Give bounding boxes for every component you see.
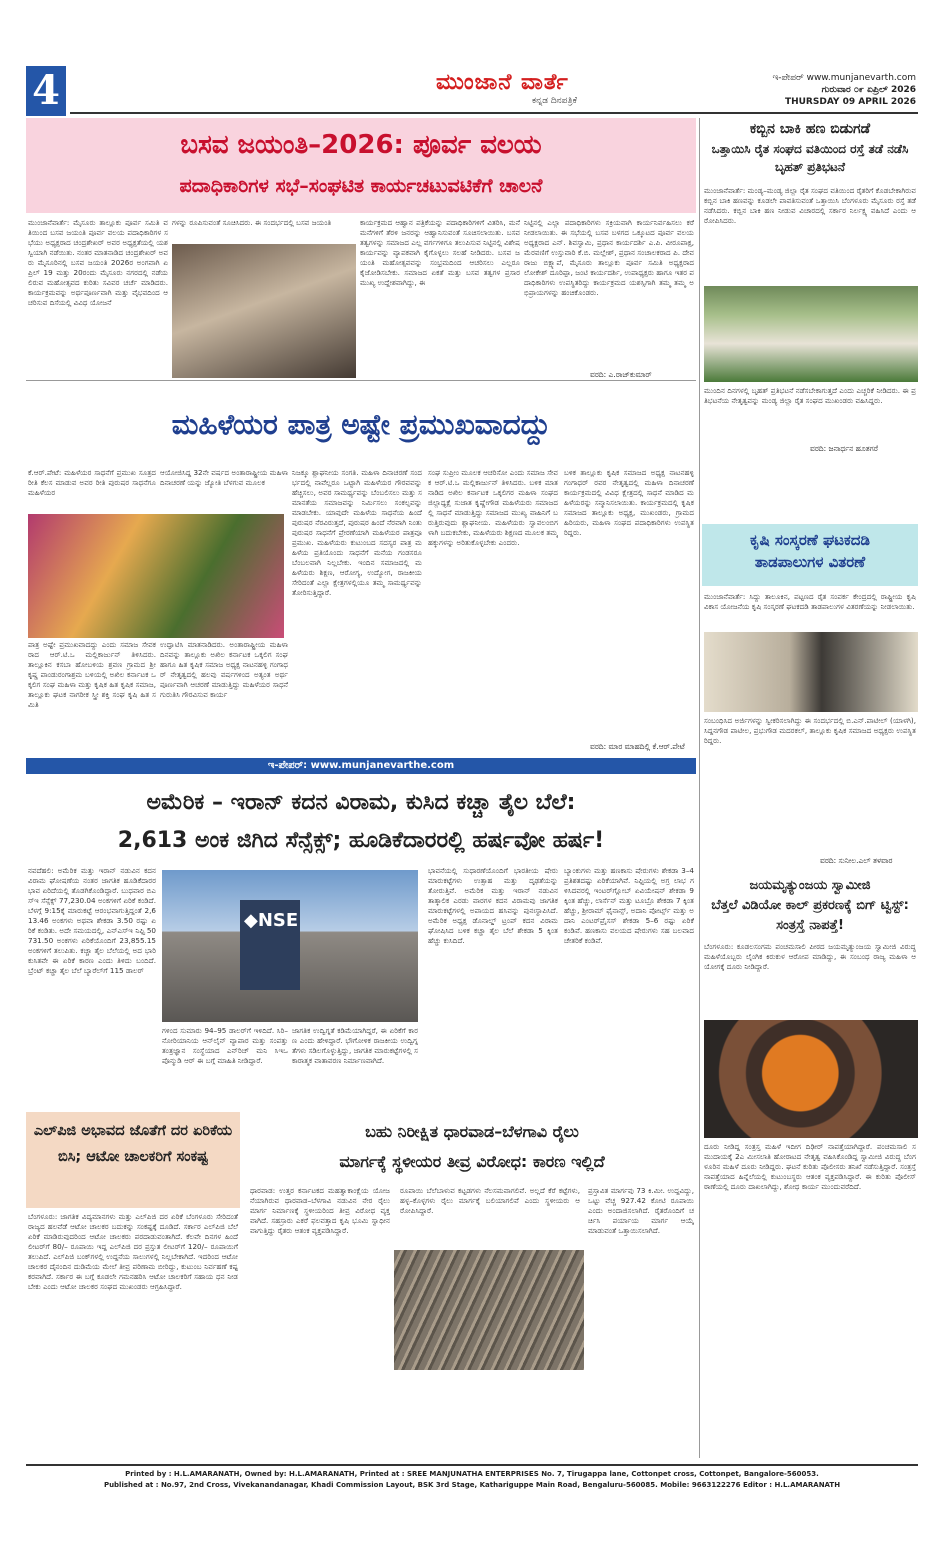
- women-photo: [28, 514, 284, 638]
- masthead-meta: [680, 72, 916, 108]
- column-divider: [699, 118, 700, 1458]
- rail-headline-2: ಮಾರ್ಗಕ್ಕೆ ಸ್ಥಳೀಯರ ತೀವ್ರ ವಿರೋಧ: ಕಾರಣ ಇಲ್ಲಿದೆ: [339, 1152, 605, 1171]
- agri-headline-box: [702, 524, 918, 586]
- lead-col-4: ನಿಟ್ಟಿನಲ್ಲಿ ಎಲ್ಲಾ ಪದಾಧಿಕಾರಿಗಳು ಸಕ್ರಿಯವಾಗಿ ಕಾರ್ಯನಿರ್ವಹಿಸಲು ಕರೆ ನೀಡಲಾಯಿತು. ಈ ಸಭೆಯಲ್ಲಿ ಬಸವ ಬಳಗದ ಒಕ್ಕೂಟದ ಪೂರ್ವ ವಲಯ ಅಧ್ಯಕ್ಷರಾದ ಎನ್. ಶಿವಸ್ವಾಮಿ, ಪ್ರಧಾನ ಕಾರ್ಯದರ್ಶಿ ಎ.ಪಿ. ವೀರೂಪಾಕ್ಷ, ಮೆರವಣಿಗೆ ಉಸ್ತುವಾರಿ ಕೆ.ಬಿ. ಮಲ್ಲೇಶ್, ಪ್ರಧಾನ ಸಂಚಾಲಕರಾದ ಪಿ. ದೇವರಾಜು ಬಿಕ್ಷ್ಯಾಪೆ, ಮೈಸೂರು ತಾಲ್ಲೂಕು ಪೂರ್ವ ಸಮಿತಿ ಅಧ್ಯಕ್ಷರಾದ ಲೋಕೇಶ್ ದೂರಿಪ್ಪಾ, ಜಂಟಿ ಕಾರ್ಯದರ್ಶಿ, ಉಪಾಧ್ಯಕ್ಷರು ಹಾಗೂ ಇತರ ಪದಾಧಿಕಾರಿಗಳು ಉಪಸ್ಥಿತರಿದ್ದು ಕಾರ್ಯಕ್ರಮದ ಯಶಸ್ಸಿಗಾಗಿ ತಮ್ಮ ತಮ್ಮ ಅಭಿಪ್ರಾಯಗಳನ್ನು ಹಂಚಿಕೊಂಡರು.: [524, 218, 694, 297]
- market-headline-1: ಅಮೆರಿಕ – ಇರಾನ್ ಕದನ ವಿರಾಮ, ಕುಸಿದ ಕಚ್ಚಾ ತೈಲ ಬೆಲೆ:: [146, 790, 576, 815]
- date-english: THURSDAY 09 APRIL 2026: [784, 97, 916, 107]
- rail-photo: [394, 1250, 584, 1370]
- lead-headline-2: ಪದಾಧಿಕಾರಿಗಳ ಸಭೆ–ಸಂಘಟಿತ ಕಾರ್ಯಚಟುವಟಿಕೆಗೆ ಚಾಲನೆ: [179, 175, 543, 197]
- protest-byline-visible: ವರದಿ: ಜನಾರ್ಧನ ಹೂತಗರೆ: [810, 444, 878, 453]
- protest-headline-2: ಒತ್ತಾಯಿಸಿ ರೈತ ಸಂಘದ ವತಿಯಿಂದ ರಸ್ತೆ ತಡೆ ನಡೆಸಿ ಬೃಹತ್ ಪ್ರತಿಭಟನೆ: [711, 142, 909, 174]
- women-col-5: ಬಳಿಕ ತಾಲ್ಲೂಕು ಕೃಷಿಕ ಸಮಾಜದ ಅಧ್ಯಕ್ಷ ನಾಟನಹಳ್ಳಿ ಗಂಗಾಧರ್ ರವರ ನೇತೃತ್ವದಲ್ಲಿ ಮಹಿಳಾ ದಿನಾಚರಣೆ ಕಾರ್ಯಕ್ರಮದಲ್ಲಿ ವಿವಿಧ ಕ್ಷೇತ್ರದಲ್ಲಿ ಸಾಧನೆ ಮಾಡಿದ ಮಹಿಳೆಯರನ್ನು ಸನ್ಮಾನಿಸಲಾಯಿತು. ಕಾರ್ಯಕ್ರಮದಲ್ಲಿ ಕೃಷಿಕ ಸಮಾಜದ ತಾಲ್ಲೂಕು ಅಧ್ಯಕ್ಷ, ಮುಖಂಡರು, ಗ್ರಾಮದ ಹಿರಿಯರು, ಮಹಿಳಾ ಸಂಘದ ಪದಾಧಿಕಾರಿಗಳು ಉಪಸ್ಥಿತರಿದ್ದರು.: [564, 468, 694, 537]
- header-rule: [70, 112, 918, 114]
- women-col-2a: ಆಯೋಜಿಸಿದ್ದ 32ನೇ ವರ್ಷದ ಅಂತಾರಾಷ್ಟ್ರೀಯ ಮಹಿಳಾ ದಿನಾಚರಣೆ ಯನ್ನು ಜ್ಯೋತಿ ಬೆಳಗುವ ಮೂಲಕ: [160, 468, 288, 487]
- site-url[interactable]: ಇ-ಪೇಪರ್ www.munjanevarth.com: [772, 73, 916, 83]
- page-number: 4: [26, 66, 66, 116]
- protest-body: ಮುಂಜಾನೆವಾರ್ತೆ: ಮಂಡ್ಯ–ಮಂಡ್ಯ ಜಿಲ್ಲಾ ರೈತ ಸಂಘದ ವತಿಯಿಂದ ರೈತರಿಗೆ ಕೊಡಬೇಕಾಗಿರುವ ಕಬ್ಬಿನ ಬಾಕಿ ಹಣವನ್ನು ಕೂಡಲೇ ಪಾವತಿಸುವಂತೆ ಒತ್ತಾಯಿಸಿ ಬೆಂಗಳೂರು ಮೈಸೂರು ರಸ್ತೆ ತಡೆ ನಡೆಸಿದರು. ಕಬ್ಬಿನ ಬಾಕಿ ಹಣ ನೀಡುವ ವಿಚಾರದಲ್ಲಿ ಸರ್ಕಾರ ನಿರ್ಲಕ್ಷ್ಯ ವಹಿಸಿದೆ ಎಂದು ಆರೋಪಿಸಿದರು.: [704, 186, 916, 225]
- agri-headline-2: ತಾಡಪಾಲುಗಳ ವಿತರಣೆ: [754, 553, 866, 571]
- swami-photo: [704, 1020, 918, 1138]
- market-col-2: ಗಳಿಂದ ಸುಮಾರು 94–95 ಡಾಲರ್‌ಗೆ ಇಳಿದಿದೆ. ಸಿರಿ–ನೋರಿಯಾನಿಯ ಆನ್‌ಲೈನ್ ವ್ಯಾಪಾರ ಮತ್ತು ಸಂಪತ್ತು ತಂತ್ರಜ್ಞಾನ ಸಂಸ್ಥೆಯಾದ ಎನ್‌ರಿಚ್ ಮನಿ ಸಿಇಒ ಪೊನ್ಮುಡಿ ಆರ್ ಈ ಬಗ್ಗೆ ಮಾಹಿತಿ ನೀಡಿದ್ದಾರೆ.: [162, 1026, 288, 1065]
- women-col-1b: ಪಾತ್ರ ಅಷ್ಟೇ ಪ್ರಮುಖವಾದದ್ದು ಎಂದು ಸಮಾಜ ಸೇವಕರಾದ ಆರ್.ಟಿ.ಒ ಮಲ್ಲಿಕಾರ್ಜುನ್ ತಿಳಿಸಿದರು. ತಾಲ್ಲೂಕಿನ ಕಸಬಾ ಹೋಬಳಿಯ ಶ್ರವಣ ಗ್ರಾಮದ ಶ್ರೀ ಕೃಷ್ಣ ಪಾಂಡುರಂಗಾಶ್ರಮ ಬಳಿಯಲ್ಲಿ ಅಖಿಲ ಕರ್ನಾಟಕ ಒಕ್ಕಲಿಗ ಸಂಘ ಮಹಿಳಾ ಮತ್ತು ಕೃಷಿಕ ಹಿತ ಕೃಷಿಕ ಸಮಾಜ, ತಾಲ್ಲೂಕು ಘಟಕ ನಾಗರೀಕ ಸ್ತ್ರೀ ಶಕ್ತಿ ಸಂಘ ಕೃಷಿ ಹಿತ ಸಮಿತಿ: [28, 640, 156, 709]
- agri-headline-1: ಕೃಷಿ ಸಂಸ್ಕರಣೆ ಘಟಕದಡಿ: [750, 531, 870, 549]
- protest-headline-1: ಕಬ್ಬಿನ ಬಾಕಿ ಹಣ ಬಿಡುಗಡೆ: [749, 121, 871, 137]
- women-byline: ವರದಿ: ಮಾರ ಮಾಹದಿಲ್ಲಿ ಕೆ.ಆರ್.ಪೇಟೆ: [590, 742, 685, 751]
- market-col-4: ಭಾವನೆಯಲ್ಲಿ ಸುಧಾರಣೆಯೊಂದಿಗೆ ಭಾರತೀಯ ಷೇರು ಮಾರುಕಟ್ಟೆಗಳು ಉತ್ಸಾಹ ಮತ್ತು ದೃಢತೆಯನ್ನು ತೋರುತ್ತಿವೆ. ಅಮೆರಿಕ ಮತ್ತು ಇರಾನ್ ನಡುವಿನ ತಾತ್ಕಾಲಿಕ ಎರಡು ವಾರಗಳ ಕದನ ವಿರಾಮವು ಜಾಗತಿಕ ಮಾರುಕಟ್ಟೆಗಳಲ್ಲಿ ಅಪಾಯದ ಹಸಿವನ್ನು ಪುನಃಸ್ಥಾಪಿಸಿದೆ. ಅಮೆರಿಕ ಅಧ್ಯಕ್ಷ ಡೊನಾಲ್ಡ್ ಟ್ರಂಪ್ ಕದನ ವಿರಾಮ ಘೋಷಿಸಿದ ಬಳಿಕ ಕಚ್ಚಾ ತೈಲ ಬೆಲೆ ಶೇಕಡಾ 5 ಕ್ಕಿಂತ ಹೆಚ್ಚು ಕುಸಿದಿದೆ.: [428, 866, 558, 945]
- date-kannada: ಗುರುವಾರ ೦೯ ಏಪ್ರಿಲ್ 2026: [821, 85, 916, 95]
- women-col-1a: ಕೆ.ಆರ್.ಪೇಟೆ: ಮಹಿಳೆಯರ ಸಾಧನೆಗೆ ಪ್ರಮುಖ ಸೂತ್ರದ ರೀತಿ ಕೆಲಸ ಮಾಡುವ ಅವರ ರೀತಿ ಪುರುಷರ ಸಾಧನೆಗೂ ಮಹಿಳೆಯರ: [28, 468, 156, 497]
- women-col-4: ಸಂಘ ಸುಪ್ರೀಂ ಮೂಲಕ ಆಚರಿಸೋ ಎಂದು ಸಮಾಜ ಸೇವಕ ಆರ್.ಟಿ.ಒ ಮಲ್ಲಿಕಾರ್ಜುನ್ ತಿಳಿಸಿದರು. ಬಳಿಕ ಮಾತನಾಡಿದ ಅಖಿಲ ಕರ್ನಾಟಕ ಒಕ್ಕಲಿಗರ ಮಹಿಳಾ ಸಂಘದ ಜಿಲ್ಲಾಧ್ಯಕ್ಷೆ ಸುಜಾತ ಕೃಷ್ಣೇಗೌಡ ಮಹಿಳೆಯರು ಸಮಾಜದಲ್ಲಿ ಸಾಧನೆ ಮಾಡುತ್ತಿದ್ದು ಸಮಾಜದ ಮುಖ್ಯ ವಾಹಿನಿಗೆ ಬರುತ್ತಿರುವುದು ಶ್ಲಾಘನೀಯ. ಮಹಿಳೆಯರು ಸ್ವಾವಲಂಬಿಗಳಾಗಿ ಬದುಕಬೇಕು, ಮಹಿಳೆಯರು ಶಿಕ್ಷಣದ ಮೂಲಕ ತಮ್ಮ ಹಕ್ಕುಗಳನ್ನು ಅರಿತುಕೊಳ್ಳಬೇಕು ಎಂದರು.: [428, 468, 558, 547]
- rail-headline-1: ಬಹು ನಿರೀಕ್ಷಿತ ಧಾರವಾಡ–ಬೆಳಗಾವಿ ರೈಲು: [365, 1122, 579, 1141]
- imprint-footer: [26, 1464, 918, 1492]
- market-col-1: ನವದೆಹಲಿ: ಅಮೆರಿಕ ಮತ್ತು ಇರಾನ್ ನಡುವಿನ ಕದನ ವಿರಾಮ ಘೋಷಣೆಯ ನಂತರ ಜಾಗತಿಕ ಹೂಡಿಕೆದಾರರ ಭಾವ ಏರಿದೆಯಲ್ಲಿ ತೊಡಗಿಕೊಂಡಿದ್ದಾರೆ. ಬುಧವಾರ ಬಿಎಸ್ಇ ಸೆನ್ಸೆಕ್ಸ್ 77,230.04 ಅಂಕಗಳಿಗೆ ಏರಿಕೆ ಕಂಡಿದೆ. ಬೆಳಗ್ಗೆ 9:15ಕ್ಕೆ ಮಾರುಕಟ್ಟೆ ಆರಂಭವಾಗುತ್ತಿದ್ದಂತೆ 2,613.46 ಅಂಕಗಳು ಅಥವಾ ಶೇಕಡಾ 3.50 ರಷ್ಟು ಏರಿಕೆ ಕಂಡಿತು. ಅದೇ ಸಮಯದಲ್ಲಿ, ಎನ್‌ಎಸ್ಇ ನಿಫ್ಟಿ 50 731.50 ಅಂಕಗಳು ಏರಿಕೆಯೊಂದಿಗೆ 23,855.15 ಅಂಕಗಳಿಗೆ ತಲುಪಿತು. ಕಚ್ಚಾ ತೈಲ ಬೆಲೆಯಲ್ಲಿ ಅದ ಭಾರಿ ಕುಸಿತವೇ ಈ ಏರಿಕೆ ಕಾರಣ ಎಂದು ತಿಳಿದು ಬಂದಿದೆ. ಬ್ರೆಂಟ್ ಕಚ್ಚಾ ತೈಲ ಬೆಲೆ ಬ್ಯಾರೆಲ್‌ಗೆ 115 ಡಾಲರ್: [28, 866, 156, 975]
- imprint-line-1: Printed by : H.L.AMARANATH, Owned by: H.L.AMARANATH, Printed at : SREE MANJUNATHA ENTERPRISES No. 7, Tirugappa lane, Cottonpet cross, Cottonpet, Bangalore-560053.: [125, 1470, 819, 1478]
- rail-col-3: ಪ್ರಸ್ತಾವಿತ ಮಾರ್ಗವು 73 ಕಿ.ಮೀ. ಉದ್ದವಿದ್ದು, ಒಟ್ಟು ವೆಚ್ಚ 927.42 ಕೋಟಿ ರೂಪಾಯಿ ಎಂದು ಅಂದಾಜಿಸಲಾಗಿದೆ. ರೈತರೊಂದಿಗೆ ಚರ್ಚಿಸಿ ಪರ್ಯಾಯ ಮಾರ್ಗ ಆಯ್ಕೆ ಮಾಡುವಂತೆ ಒತ್ತಾಯಿಸಲಾಗಿದೆ.: [588, 1186, 694, 1235]
- protest-after: ಮುಂದಿನ ದಿನಗಳಲ್ಲಿ ಬೃಹತ್ ಪ್ರತಿಭಟನೆ ನಡೆಸಬೇಕಾಗುತ್ತದೆ ಎಂದು ಎಚ್ಚರಿಕೆ ನೀಡಿದರು. ಈ ಪ್ರತಿಭಟನೆಯ ನೇತೃತ್ವವನ್ನು ಮಂಡ್ಯ ಜಿಲ್ಲಾ ರೈತ ಸಂಘದ ಮುಖಂಡರು ವಹಿಸಿದ್ದರು.: [704, 386, 916, 405]
- lead-photo: [172, 244, 356, 378]
- nse-logo-icon: ◆NSE: [244, 910, 299, 931]
- lead-col-1: ಮುಂಜಾನೆವಾರ್ತೆ: ಮೈಸೂರು ತಾಲ್ಲೂಕು ಪೂರ್ವ ಸಮಿತಿ ವತಿಯಿಂದ ಬಸವ ಜಯಂತಿ ಪೂರ್ವ ವಲಯ ಪದಾಧಿಕಾರಿಗಳ ಸಭೆಯು ಅಧ್ಯಕ್ಷರಾದ ಚಂದ್ರಶೇಖರ್ ಅವರ ಅಧ್ಯಕ್ಷತೆಯಲ್ಲಿ ಯಶಸ್ವಿಯಾಗಿ ನಡೆಯಿತು. ನಂತರ ಮಾತನಾಡಿದ ಚಂದ್ರಶೇಖರ್ ಅವರು ಮೈಸೂರಿನಲ್ಲಿ ಬಸವ ಜಯಂತಿ 2026ರ ಅಂಗವಾಗಿ ಏಪ್ರಿಲ್ 19 ಮತ್ತು 20ರಂದು ಮೈಸೂರು ನಗರದಲ್ಲಿ ನಡೆಯಲಿರುವ ಮಹೋತ್ಸವದ ಕುರಿತು ಸವಿವರ ಚರ್ಚೆ ಮಾಡಿದರು. ಕಾರ್ಯಕ್ರಮವನ್ನು ಅರ್ಥಪೂರ್ಣವಾಗಿ ಮತ್ತು ವೈಭವದಿಂದ ಆಚರಿಸುವ ದಿಸೆಯಲ್ಲಿ ವಿವಿಧ ಯೋಜನೆ: [28, 218, 168, 307]
- agri-body: ಮುಂಜಾನೆವಾರ್ತೆ: ಸಿದ್ದು ತಾಲೂಕಿನ, ಪಟ್ಟಣದ ರೈತ ಸಂಪರ್ಕ ಕೇಂದ್ರದಲ್ಲಿ ರಾಷ್ಟ್ರೀಯ ಕೃಷಿ ವಿಕಾಸ ಯೋಜನೆಯ ಕೃಷಿ ಸಂಸ್ಕರಣೆ ಘಟಕದಡಿ ತಾಡಪಾಲುಗಳ ವಿತರಣೆಯನ್ನು ನೀಡಲಾಯಿತು.: [704, 592, 916, 611]
- market-col-3: ಜಾಗತಿಕ ಉದ್ವಿಗ್ನತೆ ಕಡಿಮೆಯಾಗಿದ್ದರೆ, ಈ ಏರಿಕೆಗೆ ಕಾರಣ ಎಂದು ಹೇಳಿದ್ದಾರೆ. ಭೌಗೋಳಿಕ ರಾಜಕೀಯ ಉದ್ವಿಗ್ನತೆಗಳು ಸಡಿಲಗೊಳ್ಳುತ್ತಿದ್ದು, ಜಾಗತಿಕ ಮಾರುಕಟ್ಟೆಗಳಲ್ಲಿ ಸಕಾರಾತ್ಮಕ ವಾತಾವರಣ ನಿರ್ಮಾಣವಾಗಿದೆ.: [292, 1026, 418, 1065]
- rail-col-1: ಧಾರವಾಡ: ಉತ್ತರ ಕರ್ನಾಟಕದ ಮಹತ್ವಾಕಾಂಕ್ಷೆಯ ಯೋಜನೆಯಾಗಿರುವ ಧಾರವಾಡ–ಬೆಳಗಾವಿ ನಡುವಿನ ನೇರ ರೈಲು ಮಾರ್ಗ ನಿರ್ಮಾಣಕ್ಕೆ ಸ್ಥಳೀಯರಿಂದ ತೀವ್ರ ವಿರೋಧ ವ್ಯಕ್ತವಾಗಿದೆ. ಸಹಸ್ರಾರು ಎಕರೆ ಫಲವತ್ತಾದ ಕೃಷಿ ಭೂಮಿ ಸ್ವಾಧೀನವಾಗುತ್ತಿದ್ದು ರೈತರು ಆತಂಕ ವ್ಯಕ್ತಪಡಿಸಿದ್ದಾರೆ.: [250, 1186, 390, 1235]
- nse-photo: [162, 870, 418, 1022]
- lpg-headline: ಎಲ್‌ಪಿಜಿ ಅಭಾವದ ಜೊತೆಗೆ ದರ ಏರಿಕೆಯ ಬಿಸಿ; ಆಟೋ ಚಾಲಕರಿಗೆ ಸಂಕಷ್ಟ: [33, 1123, 233, 1165]
- epaper-band[interactable]: ಇ-ಪೇಪರ್: www.munjanevarthe.com: [26, 758, 696, 774]
- lead-col-3: ಕಾರ್ಯಕ್ರಮದ ಆಹ್ವಾನ ಪತ್ರಿಕೆಯನ್ನು ಪದಾಧಿಕಾರಿಗಳಿಗೆ ವಿತರಿಸಿ, ಮನೆ ಮನೆಗಳಿಗೆ ತೆರಳಿ ಜನರನ್ನು ಆಹ್ವಾನಿಸುವಂತೆ ಸೂಚಿಸಲಾಯಿತು. ಬಸವ ತತ್ವಗಳನ್ನು ಸಮಾಜದ ಎಲ್ಲ ವರ್ಗಗಳಿಗೂ ತಲುಪಿಸುವ ನಿಟ್ಟಿನಲ್ಲಿ ವಿಶೇಷ ಕಾರ್ಯವನ್ನು ವ್ಯಾಪಕವಾಗಿ ಕೈಗೊಳ್ಳಲು ಸಲಹೆ ನೀಡಿದರು. ಬಸವ ಜಯಂತಿ ಮಹೋತ್ಸವವನ್ನು ಸಂಭ್ರಮದಿಂದ ಆಚರಿಸಲು ಎಲ್ಲರೂ ಕೈಜೋಡಿಸಬೇಕು. ಸಮಾಜದ ಏಕತೆ ಮತ್ತು ಬಸವ ತತ್ವಗಳ ಪ್ರಸಾರ ಮುಖ್ಯ ಉದ್ದೇಶವಾಗಿದ್ದು, ಈ: [360, 218, 520, 287]
- agri-photo: [704, 632, 918, 712]
- swami-headline: [702, 876, 918, 936]
- divider: [26, 380, 696, 381]
- women-col-2b: ಉದ್ಘಾಟಿಸಿ ಮಾತನಾಡಿದರು. ಅಂತಾರಾಷ್ಟ್ರೀಯ ಮಹಿಳಾ ದಿನವನ್ನು ತಾಲ್ಲೂಕು ಅಖಿಲ ಕರ್ನಾಟಕ ಒಕ್ಕಲಿಗ ಸಂಘ ಹಾಗೂ ಹಿತ ಕೃಷಿಕ ಸಮಾಜ ಅಧ್ಯಕ್ಷ ನಾಟನಹಳ್ಳಿ ಗಂಗಾಧರ್ ನೇತೃತ್ವದಲ್ಲಿ ಹಲವು ವರ್ಷಗಳಿಂದ ಅತ್ಯಂತ ಅರ್ಥಪೂರ್ಣವಾಗಿ ಆಚರಣೆ ಮಾಡುತ್ತಿದ್ದು ಮಹಿಳೆಯರ ಸಾಧನೆ ಗುರುತಿಸಿ ಗೌರವಿಸುವ ಕಾರ್ಯ: [160, 640, 288, 699]
- rail-col-2: ರೂಪಾಯಿ ಬೆಲೆಬಾಳುವ ಕಟ್ಟಡಗಳು ನೆಲಸಮವಾಗಲಿವೆ. ಅಲ್ಲದೆ ಕೆರೆ ಕಟ್ಟೆಗಳು, ಹಳ್ಳ–ಕೊಳ್ಳಗಳು ರೈಲು ಮಾರ್ಗಕ್ಕೆ ಬಲಿಯಾಗಲಿವೆ ಎಂದು ಸ್ಥಳೀಯರು ಆರೋಪಿಸಿದ್ದಾರೆ.: [400, 1186, 580, 1215]
- swami-headline-1: ಜಯಮೃತ್ಯುಂಜಯ ಸ್ವಾಮೀಜಿ: [749, 878, 871, 893]
- lead-byline: ವರದಿ: ಎ.ರಾಜ್‌ಕುಮಾರ್: [590, 370, 652, 379]
- swami-body: ಬೆಂಗಳೂರು: ಕೂಡಲಸಂಗಮ ಪಂಚಮಸಾಲಿ ಪೀಠದ ಜಯಮೃತ್ಯುಂಜಯ ಸ್ವಾಮೀಜಿ ವಿರುದ್ಧ ಮಹಿಳೆಯೊಬ್ಬರು ಲೈಂಗಿಕ ಕಿರುಕುಳ ಆರೋಪ ಮಾಡಿದ್ದು, ಈ ಸಂಬಂಧ ರಾಜ್ಯ ಮಹಿಳಾ ಆಯೋಗಕ್ಕೆ ದೂರು ನೀಡಿದ್ದಾರೆ.: [704, 942, 916, 971]
- swami-headline-2: ಬೆತ್ತಲೆ ವಿಡಿಯೋ ಕಾಲ್ ಪ್ರಕರಣಕ್ಕೆ ಬಿಗ್ ಟ್ವಿಸ್ಟ್: ಸಂತ್ರಸ್ತೆ ನಾಪತ್ತೆ!: [711, 898, 909, 933]
- protest-photo: [704, 286, 918, 382]
- masthead-subtitle: ಕನ್ನಡ ದಿನಪತ್ರಿಕೆ: [532, 96, 578, 106]
- women-col-3: ನಿಜಕ್ಕೂ ಶ್ಲಾಘನೀಯ ಸಂಗತಿ. ಮಹಿಳಾ ದಿನಾಚರಣೆ ಸಂದರ್ಭದಲ್ಲಿ ನಾವೆಲ್ಲರೂ ಒಟ್ಟಾಗಿ ಮಹಿಳೆಯರ ಗೌರವವನ್ನು ಹೆಚ್ಚಿಸಲು, ಅವರ ಸಾಮರ್ಥ್ಯವನ್ನು ಬೆಂಬಲಿಸಲು ಮತ್ತು ಸಮಾನತೆಯ ಸಮಾಜವನ್ನು ನಿರ್ಮಿಸಲು ಸಂಕಲ್ಪವನ್ನು ಮಾಡಬೇಕು. ಯಾವುದೇ ಮಹಿಳೆಯ ಸಾಧನೆಯ ಹಿಂದೆ ಪುರುಷರ ನೆರವಿರುತ್ತದೆ, ಪುರುಷರ ಹಿಂದೆ ನೆರವಾಗಿ ನಿಂತು ಪುರುಷರ ಸಾಧನೆಗೆ ಪ್ರೇರಣೆಯಾಗಿ ಮಹಿಳೆಯರ ಪಾತ್ರವೂ ಪ್ರಮುಖ. ಮಹಿಳೆಯರು ಕುಟುಂಬದ ಸದಸ್ಯರ ಪಾತ್ರ ಮಹಿಳೆಯ ಪ್ರತಿಯೊಂದು ಸಾಧನೆಗೆ ಮನೆಯ ಗಂಡಸರೂ ಬೆಂಬಲವಾಗಿ ನಿಲ್ಲಬೇಕು. ಇಂದಿನ ಸಮಾಜದಲ್ಲಿ ಮಹಿಳೆಯರು ಶಿಕ್ಷಣ, ಆರೋಗ್ಯ, ಉದ್ಯೋಗ, ರಾಜಕೀಯ ಸೇರಿದಂತೆ ಎಲ್ಲಾ ಕ್ಷೇತ್ರಗಳಲ್ಲಿಯೂ ತಮ್ಮ ಸಾಮರ್ಥ್ಯವನ್ನು ತೋರಿಸುತ್ತಿದ್ದಾರೆ.: [292, 468, 422, 597]
- market-headline-2: 2,613 ಅಂಕ ಜಿಗಿದ ಸೆನ್ಸೆಕ್ಸ್; ಹೂಡಿಕೆದಾರರಲ್ಲಿ ಹರ್ಷವೋ ಹರ್ಷ!: [117, 828, 605, 853]
- imprint-line-2: Published at : No.97, 2nd Cross, Vivekanandanagar, Khadi Commission Layout, BSK 3rd Stage, Kathariguppe Main Road, Bengaluru-560085. Mobile: 9663122276 Editor : H.L.AMARANATH: [103, 1481, 841, 1489]
- agri-byline: ವರದಿ: ಸುನೀಲ.ಎಲ್ ತಳವಾರ: [820, 856, 893, 865]
- masthead-title: ಮುಂಜಾನೆ ವಾರ್ತೆ: [436, 70, 569, 95]
- swami-after: ದೂರು ನೀಡಿದ್ದ ಸಂತ್ರಸ್ತ ಮಹಿಳೆ ಇದೀಗ ದಿಢೀರ್ ನಾಪತ್ತೆಯಾಗಿದ್ದಾರೆ. ಪಂಚಮಸಾಲಿ ಸಮುದಾಯಕ್ಕೆ 2ಎ ಮೀಸಲಾತಿ ಹೋರಾಟದ ನೇತೃತ್ವ ವಹಿಸಿಕೊಂಡಿದ್ದ ಸ್ವಾಮೀಜಿ ವಿರುದ್ಧ ಬೆಂಗಳೂರಿನ ಮಹಿಳೆ ದೂರು ನೀಡಿದ್ದರು. ಘಟನೆ ಕುರಿತು ಪೊಲೀಸರು ತನಿಖೆ ನಡೆಸುತ್ತಿದ್ದಾರೆ. ಸಂತ್ರಸ್ತೆ ನಾಪತ್ತೆಯಾದ ಹಿನ್ನೆಲೆಯಲ್ಲಿ ಕುಟುಂಬಸ್ಥರು ಆತಂಕ ವ್ಯಕ್ತಪಡಿಸಿದ್ದಾರೆ. ಈ ಕುರಿತು ಪೊಲೀಸ್ ಠಾಣೆಯಲ್ಲಿ ದೂರು ದಾಖಲಾಗಿದ್ದು, ಶೋಧ ಕಾರ್ಯ ಮುಂದುವರೆದಿದೆ.: [704, 1142, 916, 1191]
- agri-after: ಸಂಬಂಧಿಸಿದ ಅರ್ಜಿಗಳನ್ನು ಸ್ವೀಕರಿಸಲಾಗಿದ್ದು ಈ ಸಂದರ್ಭದಲ್ಲಿ ಬಿ.ಎನ್.ಪಾಟೀಲ್ (ಯಾಳಗಿ), ಸಿದ್ದನಗೌಡ ಪಾಟೀಲ, ಪ್ರಭುಗೌಡ ಮದರಕಲ್, ತಾಲ್ಲೂಕು ಕೃಷಿಕ ಸಮಾಜದ ಅಧ್ಯಕ್ಷರು ಉಪಸ್ಥಿತರಿದ್ದರು.: [704, 716, 916, 745]
- lpg-headline-box: [26, 1112, 240, 1208]
- protest-headline: [702, 118, 918, 176]
- lead-headline-box: [26, 118, 696, 213]
- market-col-5: ಬ್ಯಾಂಕುಗಳು ಮತ್ತು ಹಣಕಾಸು ಷೇರುಗಳು ಶೇಕಡಾ 3–4 ಪ್ರತಿಶತದಷ್ಟು ಏರಿಕೆಯಾಗಿವೆ. ನಿಫ್ಟಿಯಲ್ಲಿ ಅಗ್ರ ಲಾಭ ಗಳಿಸಿದವರಲ್ಲಿ ಇಂಟರ್‌ಗ್ಲೋಬ್ ಏವಿಯೇಷನ್ ಶೇಕಡಾ 9 ಕ್ಕಿಂತ ಹೆಚ್ಚು, ಲಾರ್ಸೆನ್ ಮತ್ತು ಟೂಬ್ರೊ ಶೇಕಡಾ 7 ಕ್ಕಿಂತ ಹೆಚ್ಚು, ಶ್ರೀರಾಮ್ ಫೈನಾನ್ಸ್, ಅದಾನಿ ಪೋರ್ಟ್ಸ್ ಮತ್ತು ಅದಾನಿ ಎಂಟರ್‌ಪ್ರೈಸಸ್ ಶೇಕಡಾ 5–6 ರಷ್ಟು ಏರಿಕೆ ಕಂಡಿವೆ. ಹಣಕಾಸು ವಲಯದ ಷೇರುಗಳು ಸಹ ಬಲವಾದ ಚೇತರಿಕೆ ಕಂಡಿವೆ.: [564, 866, 694, 945]
- women-headline: ಮಹಿಳೆಯರ ಪಾತ್ರ ಅಷ್ಟೇ ಪ್ರಮುಖವಾದದ್ದು: [171, 408, 551, 441]
- lead-col-2: ಗಳನ್ನು ರೂಪಿಸುವಂತೆ ಸೂಚಿಸಿದರು. ಈ ಸಂದರ್ಭದಲ್ಲಿ ಬಸವ ಜಯಂತಿ: [172, 218, 332, 227]
- lead-headline-1: ಬಸವ ಜಯಂತಿ–2026: ಪೂರ್ವ ವಲಯ: [180, 130, 542, 160]
- lpg-body: ಬೆಂಗಳೂರು: ಜಾಗತಿಕ ವಿದ್ಯಮಾನಗಳು ಮತ್ತು ಎಲ್‌ಪಿಜಿ ದರ ಏರಿಕೆ ಬೆಂಗಳೂರು ಸೇರಿದಂತೆ ರಾಜ್ಯದ ಹಲವೆಡೆ ಆಟೋ ಚಾಲಕರ ಬದುಕನ್ನು ಸಂಕಷ್ಟಕ್ಕೆ ದೂಡಿದೆ. ಸರ್ಕಾರ ಎಲ್‌ಪಿಜಿ ಬೆಲೆ ಏರಿಕೆ ಮಾಡಿರುವುದರಿಂದ ಆಟೋ ಚಾಲಕರು ಪರದಾಡುವಂತಾಗಿದೆ. ಕೆಲವೇ ದಿನಗಳ ಹಿಂದೆ ಲೀಟರ್‌ಗೆ 80/– ರೂಪಾಯಿ ಇದ್ದ ಎಲ್‌ಪಿಜಿ ದರ ಪ್ರಸ್ತುತ ಲೀಟರ್‌ಗೆ 120/– ರೂಪಾಯಿಗೆ ತಲುಪಿದೆ. ಎಲ್‌ಪಿಜಿ ಬಂಕ್‌ಗಳಲ್ಲಿ ಉದ್ದನೆಯ ಸಾಲುಗಳಲ್ಲಿ ನಿಲ್ಲಬೇಕಾಗಿದೆ. ಇದರಿಂದ ಆಟೋ ಚಾಲಕರ ದೈನಂದಿನ ದುಡಿಮೆಯ ಮೇಲೆ ತೀವ್ರ ಪರಿಣಾಮ ಬೀರಿದ್ದು, ಕುಟುಂಬ ನಿರ್ವಹಣೆ ಕಷ್ಟಕರವಾಗಿದೆ. ಸರ್ಕಾರ ಈ ಬಗ್ಗೆ ಕೂಡಲೇ ಗಮನಹರಿಸಿ ಆಟೋ ಚಾಲಕರಿಗೆ ಸಹಾಯ ಧನ ನೀಡಬೇಕು ಎಂದು ಆಟೋ ಚಾಲಕರ ಸಂಘದ ಮುಖಂಡರು ಆಗ್ರಹಿಸಿದ್ದಾರೆ.: [28, 1212, 238, 1291]
